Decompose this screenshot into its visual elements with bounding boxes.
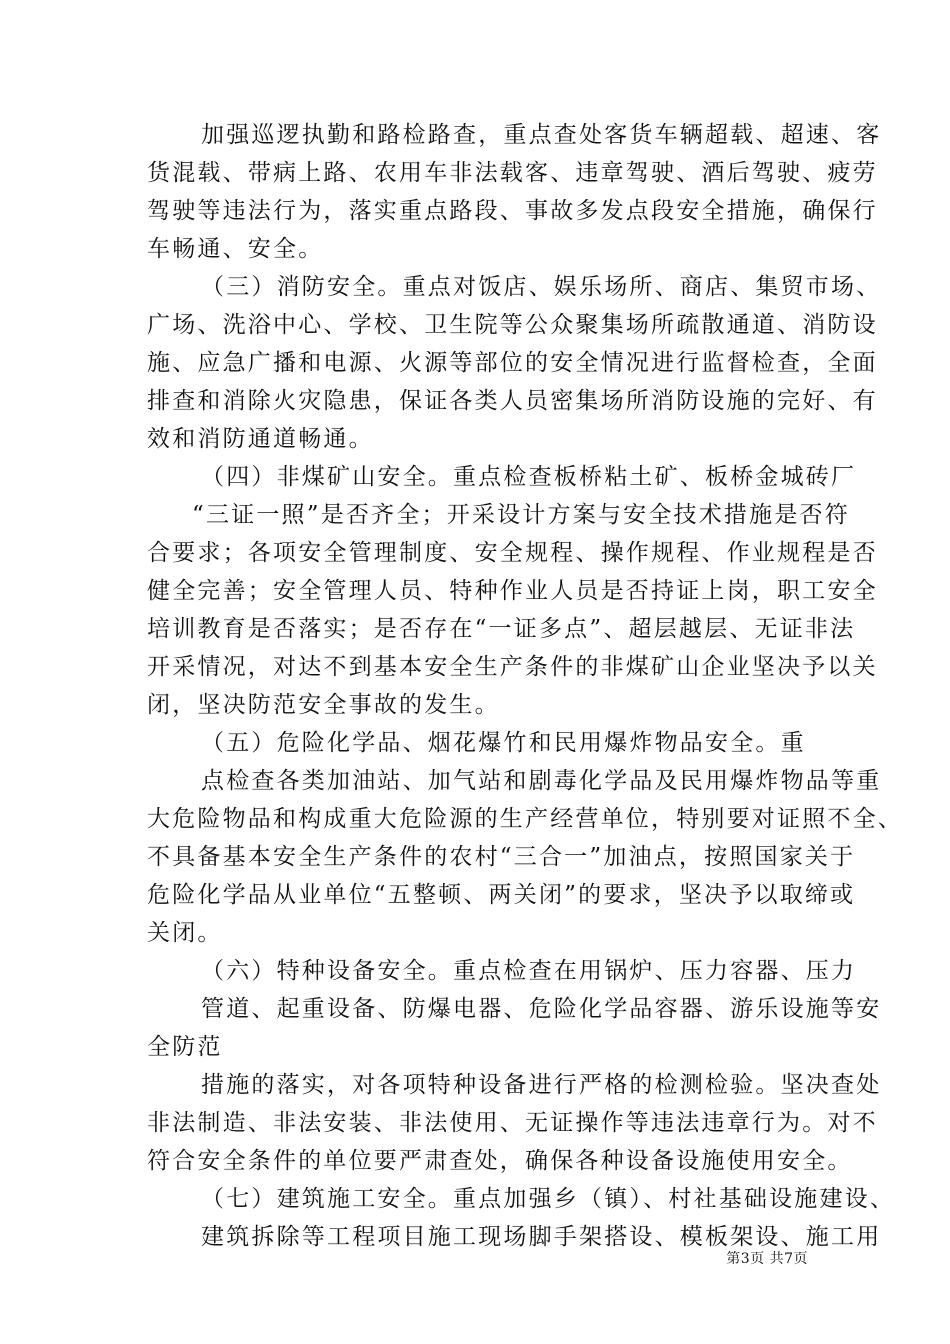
body-line: 闭，坚决防范安全事故的发生。 [147, 692, 500, 718]
body-line: （七）建筑施工安全。重点加强乡（镇）、村社基础设施建设、 [201, 1186, 896, 1212]
body-line: （六）特种设备安全。重点检查在用锅炉、压力容器、压力 [201, 958, 857, 984]
body-line: 施、应急广播和电源、火源等部位的安全情况进行监督检查，全面 [147, 350, 878, 376]
body-line: 非法制造、非法安装、非法使用、无证操作等违法违章行为。对不 [147, 1110, 878, 1136]
body-line: 全防范 [147, 1034, 223, 1060]
body-line: 健全完善；安全管理人员、特种作业人员是否持证上岗，职工安全 [147, 578, 878, 604]
body-line: 符合安全条件的单位要严肃查处，确保各种设备设施使用安全。 [147, 1148, 853, 1174]
body-line: 大危险物品和构成重大危险源的生产经营单位，特别要对证照不全、 [147, 806, 903, 832]
body-line: 培训教育是否落实；是否存在“一证多点”、超层越层、无证非法 [147, 616, 856, 642]
body-line: 货混载、带病上路、农用车非法载客、违章驾驶、酒后驾驶、疲劳 [147, 160, 878, 186]
body-line: 关闭。 [147, 920, 223, 946]
body-line: （五）危险化学品、烟花爆竹和民用爆炸物品安全。重 [201, 730, 806, 756]
body-line: “三证一照”是否齐全；开采设计方案与安全技术措施是否符 [192, 502, 850, 528]
body-line: 驾驶等违法行为，落实重点路段、事故多发点段安全措施，确保行 [147, 198, 878, 224]
body-line: 排查和消除火灾隐患，保证各类人员密集场所消防设施的完好、有 [147, 388, 878, 414]
body-line: 措施的落实，对各项特种设备进行严格的检测检验。坚决查处 [201, 1072, 882, 1098]
body-line: 开采情况，对达不到基本安全生产条件的非煤矿山企业坚决予以关 [147, 654, 878, 680]
body-line: 加强巡逻执勤和路检路查，重点查处客货车辆超载、超速、客 [201, 122, 882, 148]
body-line: 管道、起重设备、防爆电器、危险化学品容器、游乐设施等安 [201, 996, 882, 1022]
body-line: （三）消防安全。重点对饭店、娱乐场所、商店、集贸市场、 [201, 274, 882, 300]
body-line: 车畅通、安全。 [147, 236, 324, 262]
page-number: 第3页 共7页 [726, 1251, 808, 1267]
body-line: 不具备基本安全生产条件的农村“三合一”加油点，按照国家关于 [147, 844, 856, 870]
body-line: 危险化学品从业单位“五整顿、两关闭”的要求，坚决予以取缔或 [147, 882, 856, 908]
body-line: 广场、洗浴中心、学校、卫生院等公众聚集场所疏散通道、消防设 [147, 312, 878, 338]
body-line: 点检查各类加油站、加气站和剧毒化学品及民用爆炸物品等重 [201, 768, 882, 794]
body-line: 效和消防通道畅通。 [147, 426, 374, 452]
body-line: 建筑拆除等工程项目施工现场脚手架搭设、模板架设、施工用 [201, 1224, 882, 1250]
body-line: （四）非煤矿山安全。重点检查板桥粘土矿、板桥金城砖厂 [201, 464, 857, 490]
body-line: 合要求；各项安全管理制度、安全规程、操作规程、作业规程是否 [147, 540, 878, 566]
